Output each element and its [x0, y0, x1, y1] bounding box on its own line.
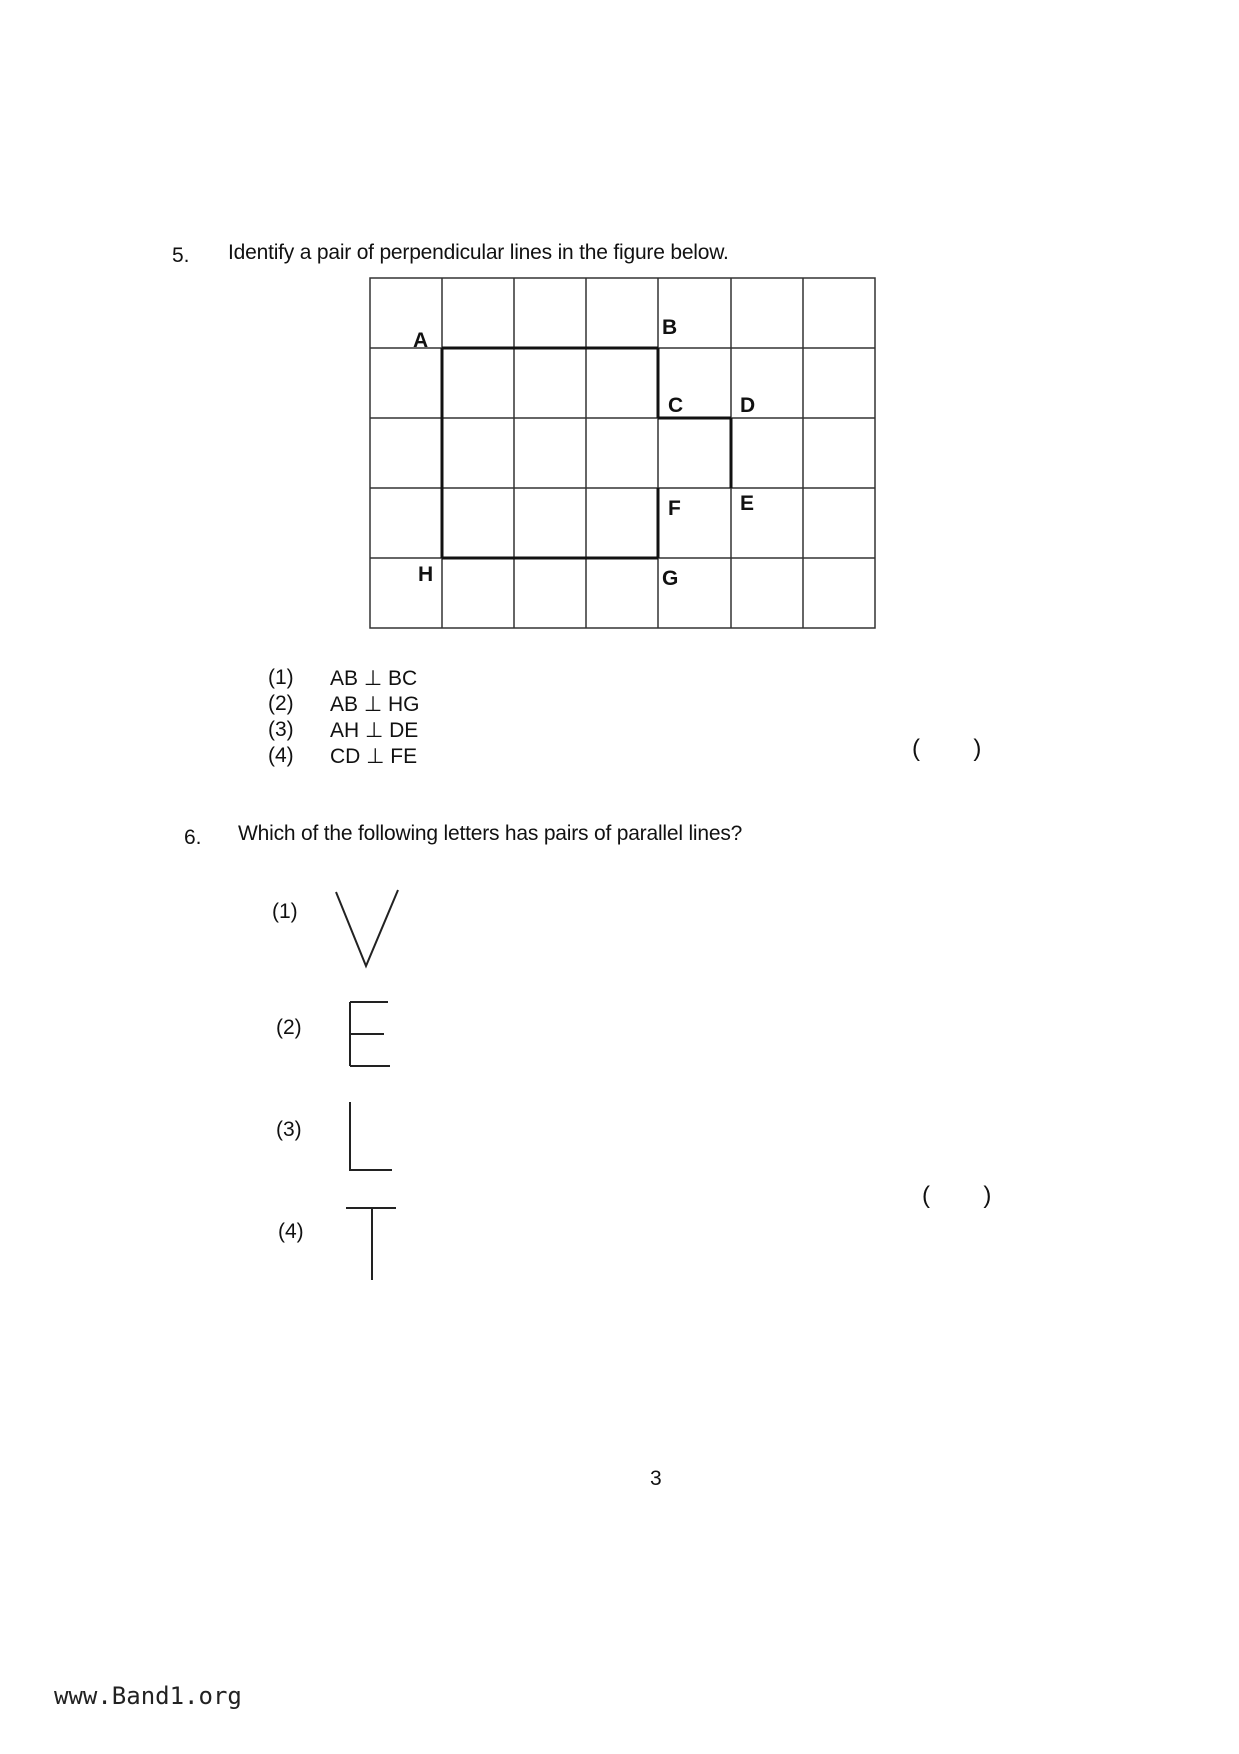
question-5-text: Identify a pair of perpendicular lines in the figure below. — [228, 241, 729, 264]
grid-label-e: E — [740, 492, 755, 515]
question-6-option-3-number: (3) — [276, 1118, 302, 1141]
grid-lines — [370, 278, 875, 628]
question-5-number: 5. — [172, 244, 190, 267]
question-6-option-1-number: (1) — [272, 900, 298, 923]
question-6-number: 6. — [184, 826, 202, 849]
grid-label-g: G — [662, 567, 679, 590]
grid-label-b: B — [662, 316, 678, 339]
grid-label-f: F — [668, 497, 681, 520]
footer-url[interactable]: www.Band1.org — [54, 1682, 242, 1710]
perpendicular-lines-grid-figure — [360, 270, 890, 640]
page-number: 3 — [650, 1467, 662, 1490]
question-6-answer-bracket[interactable]: ( ) — [922, 1182, 992, 1209]
question-6-option-4-number: (4) — [278, 1220, 304, 1243]
letter-e-icon[interactable] — [340, 994, 400, 1074]
grid-label-h: H — [418, 563, 434, 586]
grid-label-d: D — [740, 394, 756, 417]
question-5-answer-bracket[interactable]: ( ) — [912, 735, 982, 762]
grid-label-c: C — [668, 394, 684, 417]
grid-label-a: A — [413, 329, 429, 352]
letter-v-icon[interactable] — [328, 884, 408, 974]
letter-l-icon[interactable] — [340, 1096, 400, 1176]
question-6-text: Which of the following letters has pairs of parallel lines? — [238, 822, 743, 845]
question-6-option-2-number: (2) — [276, 1016, 302, 1039]
letter-t-icon[interactable] — [340, 1200, 400, 1285]
